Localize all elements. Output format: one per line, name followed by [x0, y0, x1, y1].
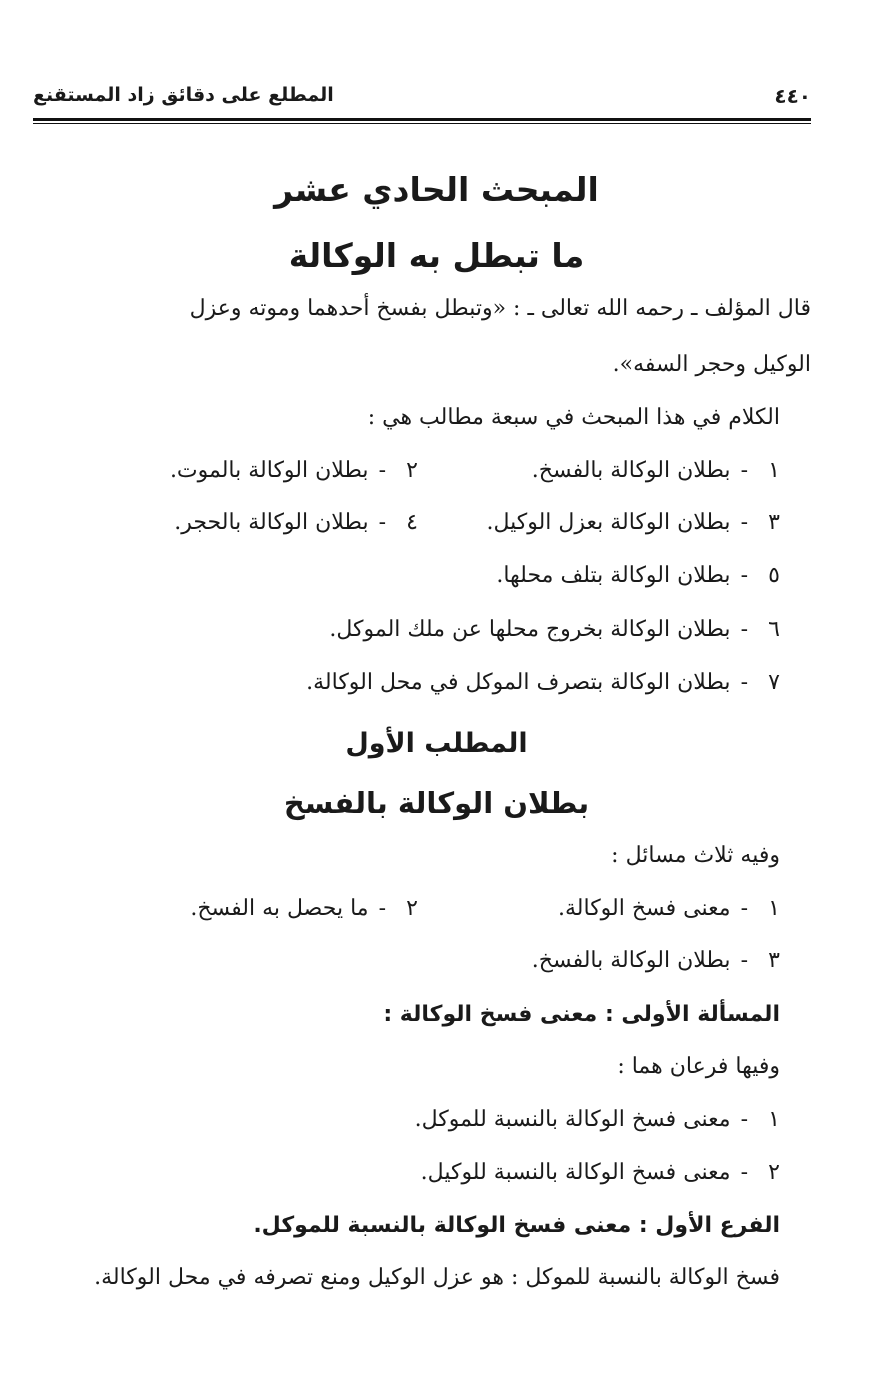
- issues-intro: وفيه ثلاث مسائل :: [611, 843, 780, 868]
- topic-item: ٦-بطلان الوكالة بخروج محلها عن ملك الموكل.: [329, 617, 780, 642]
- issue-item: ١-معنى فسخ الوكالة.: [558, 896, 780, 921]
- header-rule: [33, 118, 811, 124]
- topic-item: ٣-بطلان الوكالة بعزل الوكيل.: [486, 510, 780, 535]
- intro-text: الكلام في هذا المبحث في سبعة مطالب هي :: [367, 405, 780, 430]
- issue-item: ٢-ما يحصل به الفسخ.: [190, 896, 418, 921]
- first-branch-heading: الفرع الأول : معنى فسخ الوكالة بالنسبة للموكل.: [253, 1213, 780, 1238]
- subsection-title: بطلان الوكالة بالفسخ: [283, 786, 590, 820]
- subsection-heading: المطلب الأول: [345, 728, 528, 759]
- topic-item: ٤-بطلان الوكالة بالحجر.: [174, 510, 418, 535]
- branch-item: ٢-معنى فسخ الوكالة بالنسبة للوكيل.: [420, 1160, 780, 1185]
- branches-intro: وفيها فرعان هما :: [617, 1054, 780, 1079]
- section-heading: المبحث الحادي عشر: [274, 170, 599, 209]
- issue-item: ٣-بطلان الوكالة بالفسخ.: [531, 948, 780, 973]
- first-issue-heading: المسألة الأولى : معنى فسخ الوكالة :: [383, 1002, 780, 1027]
- topic-item: ١-بطلان الوكالة بالفسخ.: [531, 458, 780, 483]
- branch-item: ١-معنى فسخ الوكالة بالنسبة للموكل.: [414, 1107, 780, 1132]
- book-title: المطلع على دقائق زاد المستقنع: [33, 84, 334, 106]
- topic-item: ٥-بطلان الوكالة بتلف محلها.: [496, 563, 780, 588]
- quote-line-1: قال المؤلف ـ رحمه الله تعالى ـ : «وتبطل بفسخ أحدهما وموته وعزل: [189, 296, 811, 321]
- section-title: ما تبطل به الوكالة: [288, 236, 585, 275]
- topic-item: ٢-بطلان الوكالة بالموت.: [169, 458, 418, 483]
- running-header: [33, 84, 811, 116]
- page-number: ٤٤٠: [774, 84, 811, 108]
- quote-line-2: الوكيل وحجر السفه».: [612, 352, 811, 377]
- definition-text: فسخ الوكالة بالنسبة للموكل : هو عزل الوكيل ومنع تصرفه في محل الوكالة.: [94, 1265, 780, 1290]
- topic-item: ٧-بطلان الوكالة بتصرف الموكل في محل الوكالة.: [306, 670, 780, 695]
